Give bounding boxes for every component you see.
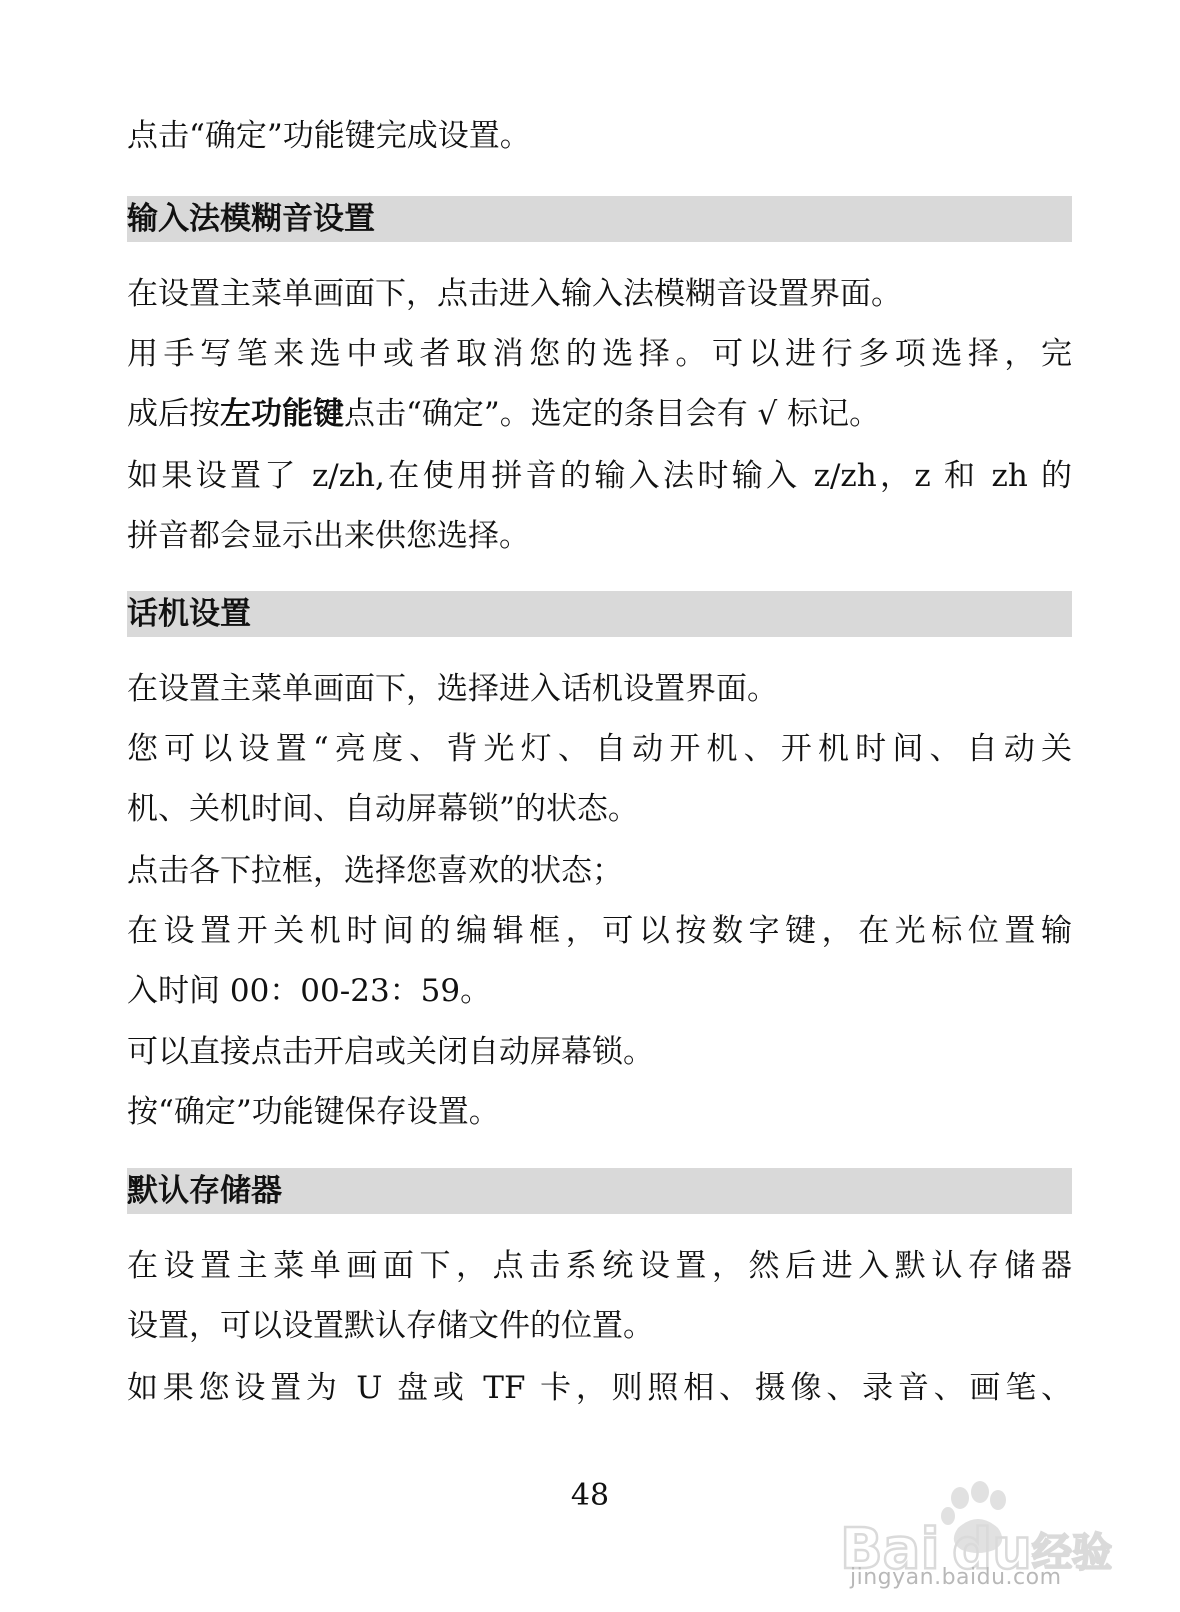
watermark-brand-text: Bai	[840, 1517, 940, 1582]
paragraph-line: 点击“确定”功能键完成设置。	[127, 118, 531, 154]
svg-text:du: du	[952, 1517, 1032, 1582]
paragraph-line: 在设置主菜单画面下，选择进入话机设置界面。	[127, 671, 778, 707]
svg-text:经验: 经验	[1032, 1530, 1112, 1576]
paragraph-line: 设置，可以设置默认存储文件的位置。	[127, 1308, 654, 1344]
paragraph-line	[127, 394, 1072, 434]
text-run: 成后按	[127, 396, 220, 432]
paragraph-line: 用手写笔来选中或者取消您的选择。可以进行多项选择，完	[127, 336, 1072, 372]
paragraph-line: 在设置主菜单画面下，点击系统设置，然后进入默认存储器	[127, 1248, 1072, 1284]
paragraph-line: 入时间 00：00-23：59。	[127, 973, 492, 1009]
paragraph-line: 在设置开关机时间的编辑框，可以按数字键，在光标位置输	[127, 913, 1072, 949]
paragraph-line: 您可以设置“亮度、背光灯、自动开机、开机时间、自动关	[127, 731, 1072, 767]
text-run: 点击“确定”。选定的条目会有 √ 标记。	[344, 396, 881, 432]
bold-text-run: 左功能键	[220, 396, 344, 432]
paragraph-line: 按“确定”功能键保存设置。	[127, 1094, 500, 1130]
page-number: 48	[570, 1478, 610, 1513]
paragraph-line: 如果设置了 z/zh,在使用拼音的输入法时输入 z/zh，z 和 zh 的	[127, 458, 1072, 494]
paragraph-line: 可以直接点击开启或关闭自动屏幕锁。	[127, 1034, 654, 1070]
section-heading-fuzzy-pinyin: 输入法模糊音设置	[127, 196, 1072, 242]
paragraph-line: 如果您设置为 U 盘或 TF 卡，则照相、摄像、录音、画笔、	[127, 1370, 1072, 1406]
watermark-url: jingyan.baidu.com	[850, 1565, 1062, 1590]
paragraph-line: 在设置主菜单画面下，点击进入输入法模糊音设置界面。	[127, 276, 902, 312]
section-heading-default-storage: 默认存储器	[127, 1168, 1072, 1214]
paragraph-line: 点击各下拉框，选择您喜欢的状态；	[127, 853, 623, 889]
section-heading-phone-settings: 话机设置	[127, 591, 1072, 637]
paragraph-line: 机、关机时间、自动屏幕锁”的状态。	[127, 791, 639, 827]
paragraph-line: 拼音都会显示出来供您选择。	[127, 518, 530, 554]
